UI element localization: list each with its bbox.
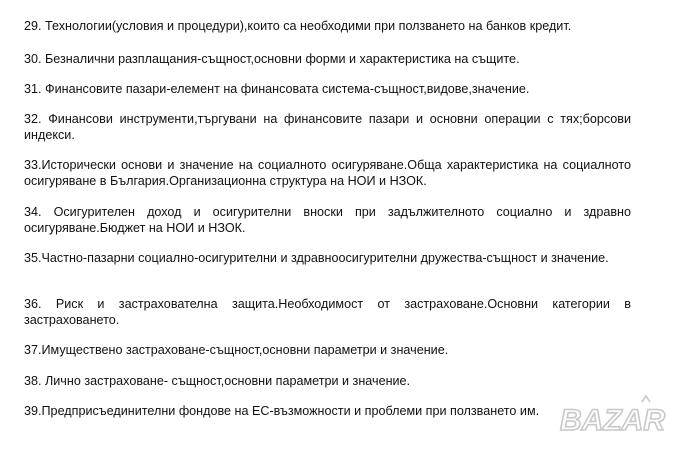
list-item-39: 39.Предприсъединителни фондове на ЕС-възможности и проблеми при ползването им. <box>24 404 540 418</box>
list-item-33: 33.Исторически основи и значение на социалното осигуряване.Обща характеристика на социалното осигуряване в България.Организационна структура на НОИ и НЗОК. <box>24 158 631 188</box>
list-item-37: 37.Имуществено застраховане-същност,основни параметри и значение. <box>24 343 449 357</box>
list-item-38: 38. Лично застраховане- същност,основни параметри и значение. <box>24 374 411 388</box>
list-item-34: 34. Осигурителен доход и осигурителни вноски при задължителното социално и здравно осигуряване.Бюджет на НОИ и НЗОК. <box>24 205 631 235</box>
list-item-35: 35.Частно-пазарни социално-осигурителни и здравноосигурителни дружества-същност и значение. <box>24 251 609 265</box>
list-item-32: 32. Финансови инструменти,търгувани на финансовите пазари и основни операции с тях;борсови индекси. <box>24 112 631 142</box>
list-item-30: 30. Безналични разплащания-същност,основни форми и характеристика на същите. <box>24 52 520 66</box>
list-item-36: 36. Риск и застрахователна защита.Необходимост от застраховане.Основни категории в застраховането. <box>24 297 631 327</box>
svg-text:BAZAR: BAZAR <box>560 404 665 437</box>
bazar-watermark-logo <box>556 392 666 448</box>
list-item-31: 31. Финансовите пазари-елемент на финансовата система-същност,видове,значение. <box>24 82 530 96</box>
list-item-29: 29. Технологии(условия и процедури),които са необходими при ползването на банков кредит. <box>24 19 572 33</box>
